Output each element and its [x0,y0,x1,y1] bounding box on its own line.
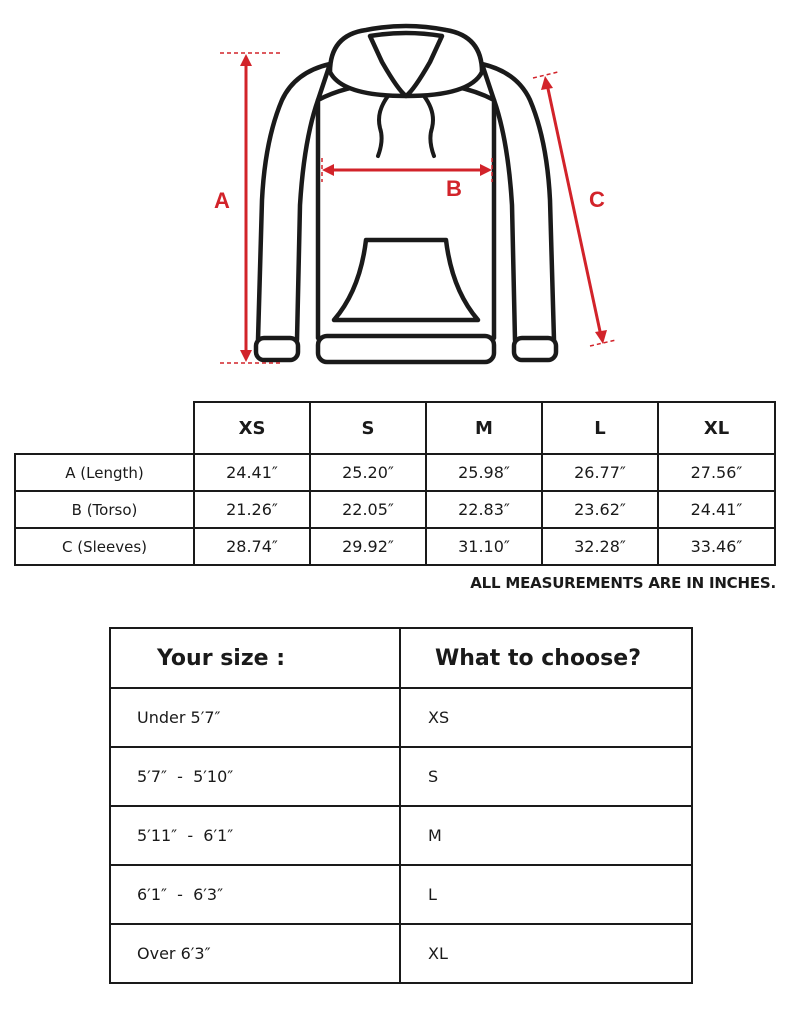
table-row [110,747,692,806]
what-to-choose-header: What to choose? [400,628,692,688]
table-row [110,865,692,924]
measurement-cell: 22.83″ [426,491,542,528]
measurement-cell: 24.41″ [658,491,775,528]
table-row [110,688,692,747]
recommended-size: L [400,865,692,924]
table-row [15,454,775,491]
size-header-row [15,402,775,454]
measurement-cell: 31.10″ [426,528,542,565]
label-c: C [589,187,605,212]
measurement-cell: 23.62″ [542,491,658,528]
label-a: A [214,188,230,213]
recommended-size: S [400,747,692,806]
measurement-cell: 24.41″ [194,454,310,491]
measurement-cell: 27.56″ [658,454,775,491]
size-header: L [542,402,658,454]
height-range: Under 5′7″ [110,688,400,747]
height-range: 5′11″ - 6′1″ [110,806,400,865]
row-label: B (Torso) [15,491,194,528]
recommended-size: M [400,806,692,865]
table-row [110,806,692,865]
your-size-header: Your size : [110,628,400,688]
measurement-cell: 28.74″ [194,528,310,565]
size-header: XS [194,402,310,454]
measurement-cell: 25.20″ [310,454,426,491]
measurement-cell: 25.98″ [426,454,542,491]
measurement-cell: 21.26″ [194,491,310,528]
recommended-size: XS [400,688,692,747]
size-guide-table [109,627,693,984]
measurement-cell: 29.92″ [310,528,426,565]
recommended-size: XL [400,924,692,983]
height-range: 6′1″ - 6′3″ [110,865,400,924]
size-header: M [426,402,542,454]
measurement-cell: 32.28″ [542,528,658,565]
size-header: XL [658,402,775,454]
hoodie-outline [256,26,556,362]
height-range: Over 6′3″ [110,924,400,983]
row-label: C (Sleeves) [15,528,194,565]
guide-header-row [110,628,692,688]
size-header: S [310,402,426,454]
measurement-cell: 33.46″ [658,528,775,565]
left-cuff [256,338,298,360]
row-label: A (Length) [15,454,194,491]
label-b: B [446,176,462,201]
hoodie-diagram [0,0,800,380]
table-row [110,924,692,983]
measurement-cell: 26.77″ [542,454,658,491]
right-cuff [514,338,556,360]
table-row [15,528,775,565]
measurement-table [14,401,776,566]
table-row [15,491,775,528]
corner-cell [15,402,194,454]
height-range: 5′7″ - 5′10″ [110,747,400,806]
waistband [318,336,494,362]
units-note: ALL MEASUREMENTS ARE IN INCHES. [470,574,776,592]
measurement-cell: 22.05″ [310,491,426,528]
